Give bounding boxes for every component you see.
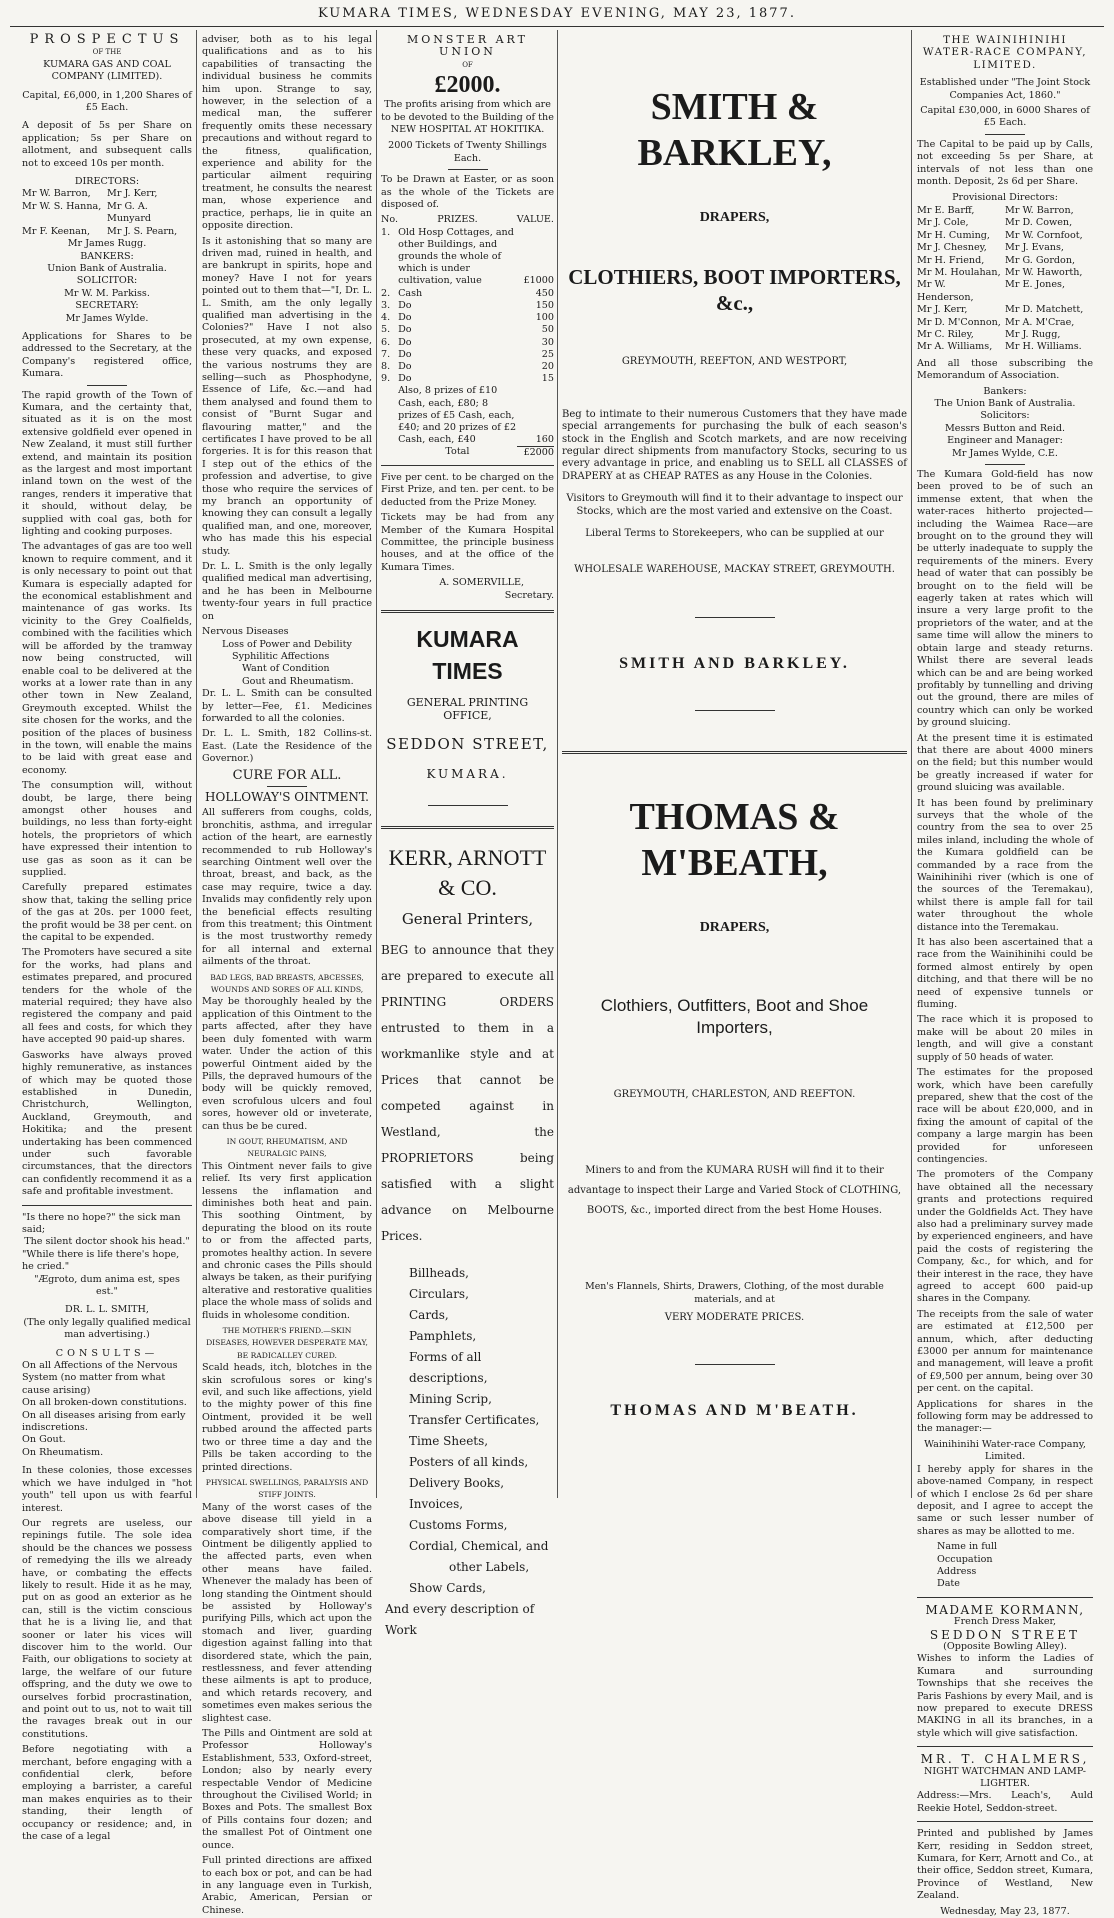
doctor-body: Is it astonishing that so many are driven mad, ruined in health, and are bankrupt in spirits, hope and money? Have I not for years pointed out to them that—"I, Dr. L. L. Smith, am the only legally qualified man advertising in the Colonies?" Have I not also prosecuted, at my own expense, these very quacks, and exposed the various nostrums they are selling—such as Phosphodyne, Essence of Life, &c.—and had them analysed and found them to consist of "Burnt Sugar and flavouring matter," and the certificates I have proved to be all forgeries. It is for this reason that I step out of the ethics of the profession and advertise, to give those who require the services of my branch an opportunity of knowing they can consult a legally qualified man, and one, moreover, who has made this his especial study. [202,235,372,557]
treatment-item: Gout and Rheumatism. [242,675,354,687]
holloway-body: May be thoroughly healed by the application of this Ointment to the parts affected, after they have been duly fomented with warm water. Under the action of this powerful Ointment aided by the Pills, the depraved humours of the body will be quickly removed, even scrofulous ulcers and foul sores, however old or inveterate, can thus be be cured. [202,996,372,1132]
printing-office: GENERAL PRINTING OFFICE, [406,696,529,722]
quote-line: The silent doctor shook his head." [24,1236,190,1248]
quote-line: "Ægroto, dum anima est, spes est." [34,1273,180,1297]
list-item: Show Cards, [409,1581,486,1596]
hospital-text: NEW HOSPITAL AT HOKITIKA. [390,124,545,136]
water-race-body: It has been found by preliminary surveys that the whole of the country from the sea to over 25 miles inland, including the whole of the Kumara goldfield can be commanded by a race from the Wainihinihi river (which is one of the sources of the Teremakau), whilst there is ample fall for tail water throughout the whole distance into the Teremakau. [917,797,1093,933]
bankers: The Union Bank of Australia. [934,397,1076,409]
directors-row: Mr A. Williams, Mr H. Williams. [917,341,1082,353]
quote-line: "Is there no hope?" the sick man said; [22,1211,181,1235]
bankers-heading: BANKERS: [80,250,134,262]
form-field: Address [937,1565,977,1577]
of-the: OF THE [92,48,122,57]
smith-signature: SMITH AND BARKLEY. [619,654,850,672]
table-row: 5. Do 50 [381,324,554,336]
seddon-street: SEDDON STREET, [386,734,549,753]
signature-title: Secretary. [504,589,554,601]
warehouse: WHOLESALE WAREHOUSE, MACKAY STREET, GREYMOUTH. [574,564,895,576]
divider [428,805,508,806]
director-last: Mr James Rugg. [67,238,147,250]
table-row: 8. Do 20 [381,360,554,372]
divider [381,610,554,613]
divider [87,385,127,386]
table-total: Total £2000 [445,446,554,458]
column-divider [196,30,197,1498]
kumara-label: KUMARA. [426,767,509,782]
top-rule [10,26,1104,27]
masthead: KUMARA TIMES, WEDNESDAY EVENING, MAY 23, 1877. [318,6,796,21]
divider [695,710,775,711]
prospectus-body: The rapid growth of the Town of Kumara, and the certainty that, situated as it is on the most extensive goldfield ever opened in New Zealand, it must still further extend, and maintain its position as the largest and most important inland town on the west of the ranges, renders it imperative that it should, without delay, be supplied with coal gas, both for lighting and cooking purposes. [22,389,192,538]
holloway-heading: HOLLOWAY'S OINTMENT. [205,789,369,804]
holloway-body: Full printed directions are affixed to each box or pot, and can be had in any language even in Turkish, Arabic, American, Persian or Chinese. [202,1855,372,1916]
bankers-heading: Bankers: [983,385,1027,397]
doctor-body: In these colonies, those excesses which we have indulged in "hot youth" tell upon us with fearful interest. [22,1465,192,1514]
madame-heading: MADAME KORMANN, [925,1602,1085,1617]
treatment-item: Syphilitic Affections [232,650,330,662]
prospectus-body: Gasworks have always proved highly remunerative, as instances of which may be quoted those established in Dunedin, Christchurch, Wellington, Auckland, Greymouth, and Hokitika; and the present undertaking has been commenced under such favorable circumstances, that the directors can confidently recommend it as a safe and profitable investment. [22,1049,192,1198]
outfitters-heading: Clothiers, Outfitters, Boot and Shoe Importers, [600,995,869,1037]
column-3 [381,33,554,1638]
tickets-text: 2000 Tickets of Twenty Shillings Each. [388,140,547,164]
divider [917,1597,1093,1598]
liberal-terms: Liberal Terms to Storekeepers, who can be supplied at our [585,528,884,540]
list-item: Customs Forms, [409,1518,508,1533]
list-item: Cordial, Chemical, and [409,1539,549,1554]
holloway-body: Scald heads, itch, blotches in the skin scrofulous sores or king's evil, and such like affections, yield to the mighty power of this fine Ointment, provided it be well rubbed around the affected parts two or three time a day and the Pills be taken according to the printed directions. [202,1362,372,1473]
directors-row: Mr D. M'Connon, Mr A. M'Crae, [917,316,1075,328]
company-name: KUMARA GAS AND COAL COMPANY (LIMITED). [43,58,171,83]
directors-row: Mr J. Kerr, Mr D. Matchett, [917,304,1084,316]
kumara-times-heading: KUMARA TIMES [416,626,519,685]
consult-item: On all Affections of the Nervous System (no matter from what cause arising) [22,1360,178,1396]
column-2 [202,34,372,1916]
prospectus-body: The advantages of gas are too well known to require comment, and it is only necessary to point out that Kumara is especially adapted for the economical establishment and maintenance of gas works. Its vicinity to the Grey Coalfields, combined with the facilities which will be afforded by the tramway now being constructed, will enable coal to be delivered at the works at a lower rate than in any other town in New Zealand, Greymouth excepted. Whilst the site chosen for the works, and the position of the places of business in the town, will enable the mains to be laid with great ease and economy. [22,541,192,776]
directors-heading: DIRECTORS: [74,176,140,188]
column-divider [557,30,558,1498]
prize-table [381,214,554,459]
holloway-subheading: IN GOUT, RHEUMATISM, AND NEURALGIC PAINS, [226,1136,348,1159]
water-race-body: The Kumara Gold-field has now been proved to be of such an immense extent, that when the water-races hitherto projected—including the Waimea Race—are brought on to the ground they will be utterly inadequate to supply the requirements of the miners. Every head of water that can possibly be brought on to the field will be eagerly taken at rates which will insure a very large profit to the proprietors of the water, and at the same time will allow the miners to obtain large and steady returns. Whilst there are several leads which can be and are being worked profitably by tunnelling and driving out the ground, there are miles of country which can only be worked by ground sluicing. [917,469,1093,729]
quote-line: "While there is life there's hope, he cried." [22,1248,180,1273]
bankers: Union Bank of Australia. [47,262,167,274]
moderate-prices: VERY MODERATE PRICES. [664,1311,805,1323]
holloway-body: All sufferers from coughs, colds, bronchitis, asthma, and irregular action of the heart, are earnestly recommended to rub Holloway's searching Ointment well over the throat, breast, and back, as the case may require, twice a day. Invalids may confidently rely upon the beneficial effects resulting from this treatment; this Ointment is the most trustworthy remedy for all internal and external ailments of the throat. [202,807,372,968]
water-race-body: The race which it is proposed to make will be about 20 miles in length, and will give a constant supply of 50 heads of water. [917,1014,1093,1063]
directors-row: Mr H. Friend, Mr G. Gordon, [917,254,1076,266]
directors-row: Mr W. Henderson, Mr E. Jones, [917,279,1066,303]
prize-amount: £2000. [434,72,501,99]
five-pct-text: Five per cent. to be charged on the First Prize, and ten. per cent. to be deducted from the Prize Money. [381,472,554,508]
consult-item: On all broken-down constitutions. [22,1397,187,1409]
list-item: Billheads, [409,1266,469,1281]
table-row: 1. Old Hosp Cottages, and other Buildings, and grounds the whole of which is under cultivation, value £1000 [381,226,554,287]
doctor-body: Before negotiating with a merchant, before engaging with a confidential clerk, before employing a barrister, a careful man makes enquiries as to their standing, their length of occupancy or residence; and, in the case of a legal [22,1744,192,1843]
watchman: NIGHT WATCHMAN AND LAMP-LIGHTER. [923,1765,1087,1790]
list-item: Pamphlets, [409,1329,477,1344]
kerr-arnott-heading: KERR, ARNOTT & CO. [388,844,547,900]
list-item: Cards, [409,1308,449,1323]
secretary-heading: SECRETARY: [75,300,139,312]
deposit-text: A deposit of 5s per Share on application; 5s per Share on allotment, and subsequent calls not to exceed 10s per month. [22,120,192,169]
divider [267,786,307,787]
thomas-signature: THOMAS AND M'BEATH. [610,1402,859,1420]
water-race-body: It has also been ascertained that a race from the Wainihinihi could be formed almost entirely by open ditching, and that there will be no need of expensive tunnels or fluming. [917,937,1093,1011]
directors-row: Mr C. Riley, Mr J. Rugg, [917,328,1061,340]
consults-heading: CONSULTS— [55,1347,159,1359]
divider [448,169,488,170]
form-heading: Wainihinihi Water-race Company, Limited. [924,1438,1086,1463]
column-divider [376,30,377,1498]
imprint: Printed and published by James Kerr, residing in Seddon street, Kumara, for Kerr, Arnott and Co., at their office, Seddon street, Kumara, Province of Westland, New Zealand. [917,1828,1093,1902]
list-item: other Labels, [449,1560,530,1575]
solicitor: Mr W. M. Parkiss. [64,287,150,299]
profits-text: The profits arising from which are to be devoted to the Building of the [381,99,554,123]
solicitor-heading: SOLICITOR: [76,275,138,287]
table-row: 3. Do 150 [381,299,554,311]
prospectus-body: Carefully prepared estimates show that, taking the selling price of the gas at 20s. per 1000 feet, the profit would be 38 per cent. on the capital to be expended. [22,882,192,944]
signature-name: A. SOMERVILLE, [439,577,524,589]
table-row: 2. Cash 450 [381,287,554,299]
holloway-subheading: BAD LEGS, BAD BREASTS, ABCESSES, WOUNDS AND SORES OF ALL KINDS, [210,972,364,995]
locations: GREYMOUTH, CHARLESTON, AND REEFTON. [613,1088,856,1100]
doctor-name: DR. L. L. SMITH, [65,1304,149,1316]
thomas-body: Miners to and from the KUMARA RUSH will find it to their advantage to inspect their Large and Varied Stock of CLOTHING, BOOTS, &c., imported direct from the best Home Houses. [567,1165,902,1217]
divider [695,617,775,618]
capital: Capital, £6,000, in 1,200 Shares of £5 Each. [22,89,192,114]
prov-directors-heading: Provisional Directors: [952,192,1058,204]
chalmers-heading: MR. T. CHALMERS, [920,1752,1090,1767]
table-row: 9. Do 15 [381,373,554,385]
water-race-title: THE WAINIHINIHI WATER-RACE COMPANY, LIMITED. [922,34,1088,71]
doctor-body: Dr. L. L. Smith, 182 Collins-st. East. (Late the Residence of the Governor.) [202,728,372,765]
beg-text: BEG to announce that they are prepared to execute all PRINTING ORDERS entrusted to them in a workmanlike style and at Prices that cannot be competed against in Westland, the PROPRIETORS being satisfied with a slight advance on Melbourne Prices. [381,943,554,1244]
table-row: 6. Do 30 [381,336,554,348]
list-item: Delivery Books, [409,1476,505,1491]
holloway-body: This Ointment never fails to give relief. Its very first application lessens the inflamation and diminishes both heat and pain. This soothing Ointment, by depurating the blood on its route to or from the affected parts, promotes healthy action. In severe and chronic cases the Pills should always be taken, as their purifying alterative and restorative qualities place the whole mass of solids and fluids in wholesome condition. [202,1160,372,1321]
water-race-body: The estimates for the proposed work, which have been carefully prepared, shew that the cost of the race will be about £20,000, and in fixing the amount of capital of the company a large margin has been provided for unforeseen contingencies. [917,1067,1093,1165]
water-race-body: Applications for shares in the following form may be addressed to the manager:— [917,1398,1093,1435]
holloway-body: The Pills and Ointment are sold at Professor Holloway's Establishment, 533, Oxford-street, London; also by nearly every respectable Vendor of Medicine throughout the Civilised World; in Boxes and Pots. The smallest Box of Pills contains four dozen; and the smallest Pot of Ointment one ounce. [202,1728,372,1851]
consult-item: On Rheumatism. [22,1446,104,1458]
clothiers-heading: CLOTHIERS, BOOT IMPORTERS, &c., [568,265,901,316]
general-printers: General Printers, [401,909,534,928]
treatment-item: Nervous Diseases [202,626,289,638]
list-item: Mining Scrip, [409,1392,492,1407]
prospectus-body: The consumption will, without doubt, be large, there being amongst other houses and buildings, no less than forty-eight hotels, the proprietors of which have expressed their intention to use gas as soon as it can be supplied. [22,780,192,878]
directors-row: Mr J. Cole, Mr D. Cowen, [917,217,1073,229]
prospectus-title: PROSPECTUS [29,32,185,47]
form-text: I hereby apply for shares in the above-named Company, in respect of which I enclose 2s 6d per share deposit, and I agree to accept the same or such lesser number of shares as may be allotted to me. [917,1463,1093,1537]
directors-row: Mr H. Cuming, Mr W. Cornfoot, [917,229,1083,241]
column-1 [22,32,192,1843]
water-race-body: The promoters of the Company have obtained all the necessary grants and protections required under the Goldfields Act. They have also had a preliminary survey made by experienced engineers, and have paid the costs of registering the Company, &c., for which, and for their interest in the race, they have agreed to accept 600 paid-up shares in the Company. [917,1169,1093,1305]
seddon-street: SEDDON STREET [929,1627,1081,1642]
list-item: Transfer Certificates, [409,1413,540,1428]
doctor-body: Dr. L. L. Smith is the only legally qualified medical man advertising, and he has been in Melbourne twenty-four years in full practice on [202,561,372,622]
drapers-label: DRAPERS, [699,210,770,225]
thomas-mbeath-heading: THOMAS & M'BEATH, [629,796,840,885]
divider [917,1746,1093,1747]
prospectus-body: The Promoters have secured a site for the works, had plans and estimates prepared, and procured tenders for the whole of the material required; they have also registered the company and paid all fees and costs, for which they have accepted 90 paid-up shares. [22,947,192,1046]
secretary: Mr James Wylde. [65,312,149,324]
doctor-body: Dr. L. L. Smith can be consulted by letter—Fee, £1. Medicines forwarded to all the colonies. [202,688,372,724]
imprint-date: Wednesday, May 23, 1877. [940,1905,1070,1917]
cure-heading: CURE FOR ALL. [232,767,342,783]
divider [381,826,554,829]
list-item: Circulars, [409,1287,469,1302]
capital-paid: The Capital to be paid up by Calls, not exceeding 5s per Share, at intervals of not less than one month. Deposit, 2s 6d per Share. [917,138,1093,188]
doctor-body: adviser, both as to his legal qualifications and as to his capabilities of transacting the individual business he commits him upon. Strange to say, however, in the selection of a medical man, the sufferer frequently omits these necessary precautions and without regard to the fitness, qualification, experience and ability for the particular ailment requiring treatment, he consults the nearest man, whose experience and practice, perhaps, lie in quite an opposite direction. [202,34,372,232]
madame-body: Wishes to inform the Ladies of Kumara and surrounding Townships that she receives the Paris Fashions by every Mail, and is now prepared to execute DRESS MAKING in all its branches, in a style which will give satisfaction. [917,1653,1093,1739]
holloway-body: Many of the worst cases of the above disease till yield in a comparatively short time, if the Ointment be diligently applied to the affected parts, even when other means have failed. Whenever the malady has been of long standing the Ointment should be assisted by Holloway's purifying Pills, which act upon the stomach and liver, guarding digestion against falling into that disordered state, which the pain, restlessness, and fever attending these ailments is apt to produce, and which retards recovery, and sometimes even makes serious the slightest case. [202,1501,372,1724]
applications: Applications for Shares to be addressed to the Secretary, at the Company's registered office, Kumara. [22,330,192,380]
opposite: (Opposite Bowling Alley). [943,1640,1067,1652]
divider [695,1364,775,1365]
drawn-text: To be Drawn at Easter, or as soon as the whole of the Tickets are disposed of. [381,174,554,211]
thomas-flannels: Men's Flannels, Shirts, Drawers, Clothing, of the most durable materials, and at [585,1281,884,1305]
established: Established under "The Joint Stock Companies Act, 1860." [919,77,1091,101]
divider [985,134,1025,135]
solicitors: Messrs Button and Reid. [944,422,1066,434]
column-divider [911,30,912,1498]
divider [381,465,554,466]
chalmers-address: Address:—Mrs. Leach's, Auld Reekie Hotel, Seddon-street. [917,1790,1093,1814]
doctor-body: Our regrets are useless, our repinings futile. The sole idea should be the chances we possess of remedying the ills we already have, or combating the effects likely to result. Hide it as he may, put on as good an exterior as he can, still is the victim conscious that he is a living lie, and that sooner or later his vices will discover him to the world. Our Faith, our obligations to society at large, the welfare of our future offspring, and the duty we owe to ourselves forbid procrastination, and point out to us, not to wait till the ravages break out in our constitutions. [22,1517,192,1740]
of-label: OF [462,60,473,69]
list-item: Forms of all descriptions, [409,1350,488,1386]
directors-row: Mr M. Houlahan, Mr W. Haworth, [917,266,1083,278]
directors-row: Mr E. Barff, Mr W. Barron, [917,204,1074,216]
water-race-body: At the present time it is estimated that there are about 4000 miners on the field; but this number would be greatly increased if water for ground sluicing was available. [917,732,1093,794]
services-list [381,1263,554,1641]
treatment-item: Want of Condition [242,663,330,675]
form-field: Date [937,1578,960,1590]
divider [562,751,907,754]
list-item: Invoices, [409,1497,464,1512]
list-item: Posters of all kinds, [409,1455,529,1470]
engineer-heading: Engineer and Manager: [947,435,1063,447]
solicitors-heading: Solicitors: [980,410,1030,422]
directors-row: Mr F. Keenan, Mr J. S. Pearn, [22,225,178,237]
doctor-note: (The only legally qualified medical man advertising.) [23,1316,191,1341]
capital: Capital £30,000, in 6000 Shares of £5 Each. [920,105,1090,129]
table-row: 7. Do 25 [381,348,554,360]
divider [22,1205,192,1206]
form-field: Occupation [937,1553,993,1565]
list-item: And every description of Work [385,1602,535,1638]
divider [917,1821,1093,1822]
directors-row: Mr J. Chesney, Mr J. Evans, [917,242,1064,254]
smith-body: Beg to intimate to their numerous Customers that they have made special arrangements for purchasing the bulk of each season's stock in the English and Scotch markets, and are now receiving regular direct shipments from manufactory Stocks, securing to us every advantage in price, and enabling us to SELL all CLASSES of DRAPERY at as CHEAP RATES as any House in the Colonies. [562,408,907,482]
consult-item: On all diseases arising from early indiscretions. [22,1409,186,1434]
smith-barkley-heading: SMITH & BARKLEY, [637,86,832,174]
form-field: Name in full [937,1541,998,1553]
locations: GREYMOUTH, REEFTON, AND WESTPORT, [621,356,848,368]
smith-visitors: Visitors to Greymouth will find it to their advantage to inspect our Stocks, which are the most varied and extensive on the Coast. [566,493,903,517]
column-5 [917,34,1093,1917]
column-4 [562,34,907,1504]
engineer: Mr James Wylde, C.E. [952,447,1058,459]
dressmaker: French Dress Maker, [953,1616,1057,1628]
directors-row: Mr W. S. Hanna, Mr G. A. Munyard [22,200,152,225]
tickets-had-text: Tickets may be had from any Member of the Kumara Hospital Committee, the principle business houses, and at the office of the Kumara Times. [381,512,554,573]
water-race-body: The receipts from the sale of water are estimated at £12,500 per annum, which, after deducting £3000 per annum for maintenance and management, will leave a profit of £9,500 per annum, being over 30 per cent. on the capital. [917,1308,1093,1395]
holloway-subheading: THE MOTHER'S FRIEND.—SKIN DISEASES, HOWEVER DESPERATE MAY, BE RADICALLEY CURED. [206,1326,368,1360]
drapers-label: DRAPERS, [699,920,770,936]
list-item: Time Sheets, [409,1434,489,1449]
divider [985,464,1025,465]
consult-item: On Gout. [22,1434,66,1446]
subscribing: And all those subscribing the Memorandum of Association. [917,357,1093,382]
table-row: 4. Do 100 [381,312,554,324]
directors-row: Mr W. Barron, Mr J. Kerr, [22,188,158,200]
treatment-item: Loss of Power and Debility [222,638,352,650]
table-header: No. PRIZES. VALUE. [381,214,554,226]
art-union-heading: MONSTER ART UNION [407,33,528,59]
table-row: Also, 8 prizes of £10 Cash, each, £80; 8 prizes of £5 Cash, each, £40; and 20 prizes of £2 Cash, each, £40 160 [398,385,554,446]
holloway-subheading: PHYSICAL SWELLINGS, PARALYSIS AND STIFF JOINTS. [205,1477,369,1500]
